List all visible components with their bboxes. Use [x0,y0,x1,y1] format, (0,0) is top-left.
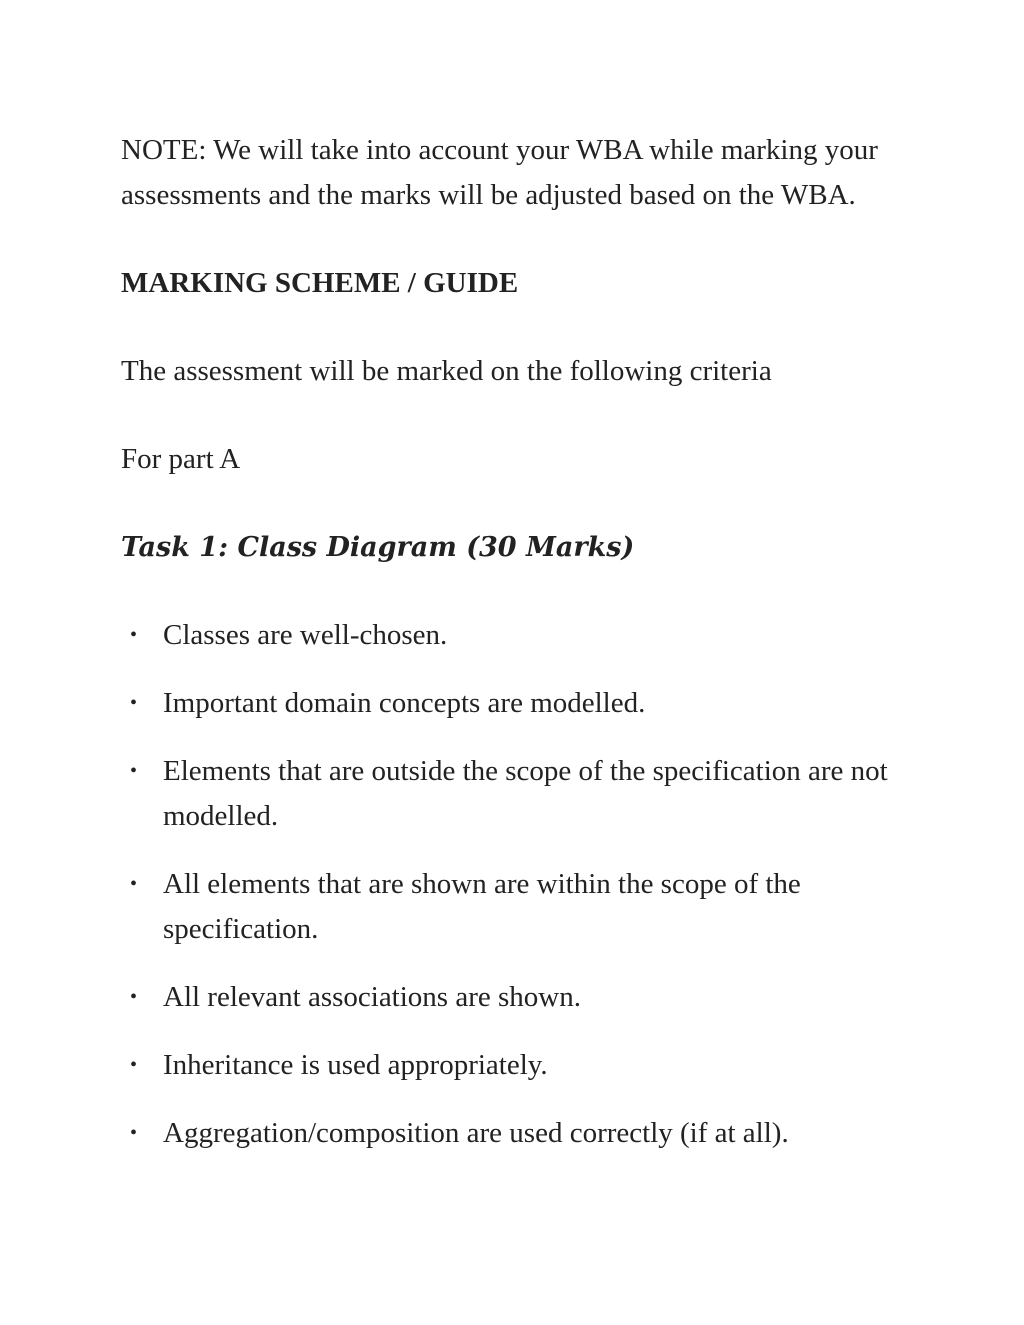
criteria-text: Important domain concepts are modelled. [163,687,646,719]
criteria-item [121,862,911,952]
bullet-icon: • [130,692,138,714]
criteria-item [121,681,911,726]
bullet-icon: • [130,1054,138,1076]
note-paragraph: NOTE: We will take into account your WBA while marking your assessments and the marks will be adjusted based on the WBA. [121,134,878,211]
intro-paragraph: The assessment will be marked on the following criteria [121,355,772,387]
task-heading: Task 1: Class Diagram (30 Marks) [121,532,635,563]
bullet-icon: • [130,873,138,895]
criteria-item [121,749,911,839]
criteria-text: All relevant associations are shown. [163,981,581,1013]
bullet-icon: • [130,1122,138,1144]
criteria-text: Aggregation/composition are used correctly (if at all). [163,1117,789,1149]
bullet-icon: • [130,986,138,1008]
marking-scheme-heading: MARKING SCHEME / GUIDE [121,267,519,299]
criteria-text: All elements that are shown are within the scope of the specification. [163,868,801,945]
criteria-text: Classes are well-chosen. [163,619,448,651]
criteria-item [121,1111,911,1156]
criteria-list [121,613,911,1156]
criteria-item [121,975,911,1020]
document-body [121,128,911,1179]
criteria-item [121,1043,911,1088]
criteria-text: Inheritance is used appropriately. [163,1049,548,1081]
bullet-icon: • [130,624,138,646]
bullet-icon: • [130,760,138,782]
criteria-text: Elements that are outside the scope of the specification are not modelled. [163,755,888,832]
criteria-item [121,613,911,658]
part-label: For part A [121,443,241,475]
